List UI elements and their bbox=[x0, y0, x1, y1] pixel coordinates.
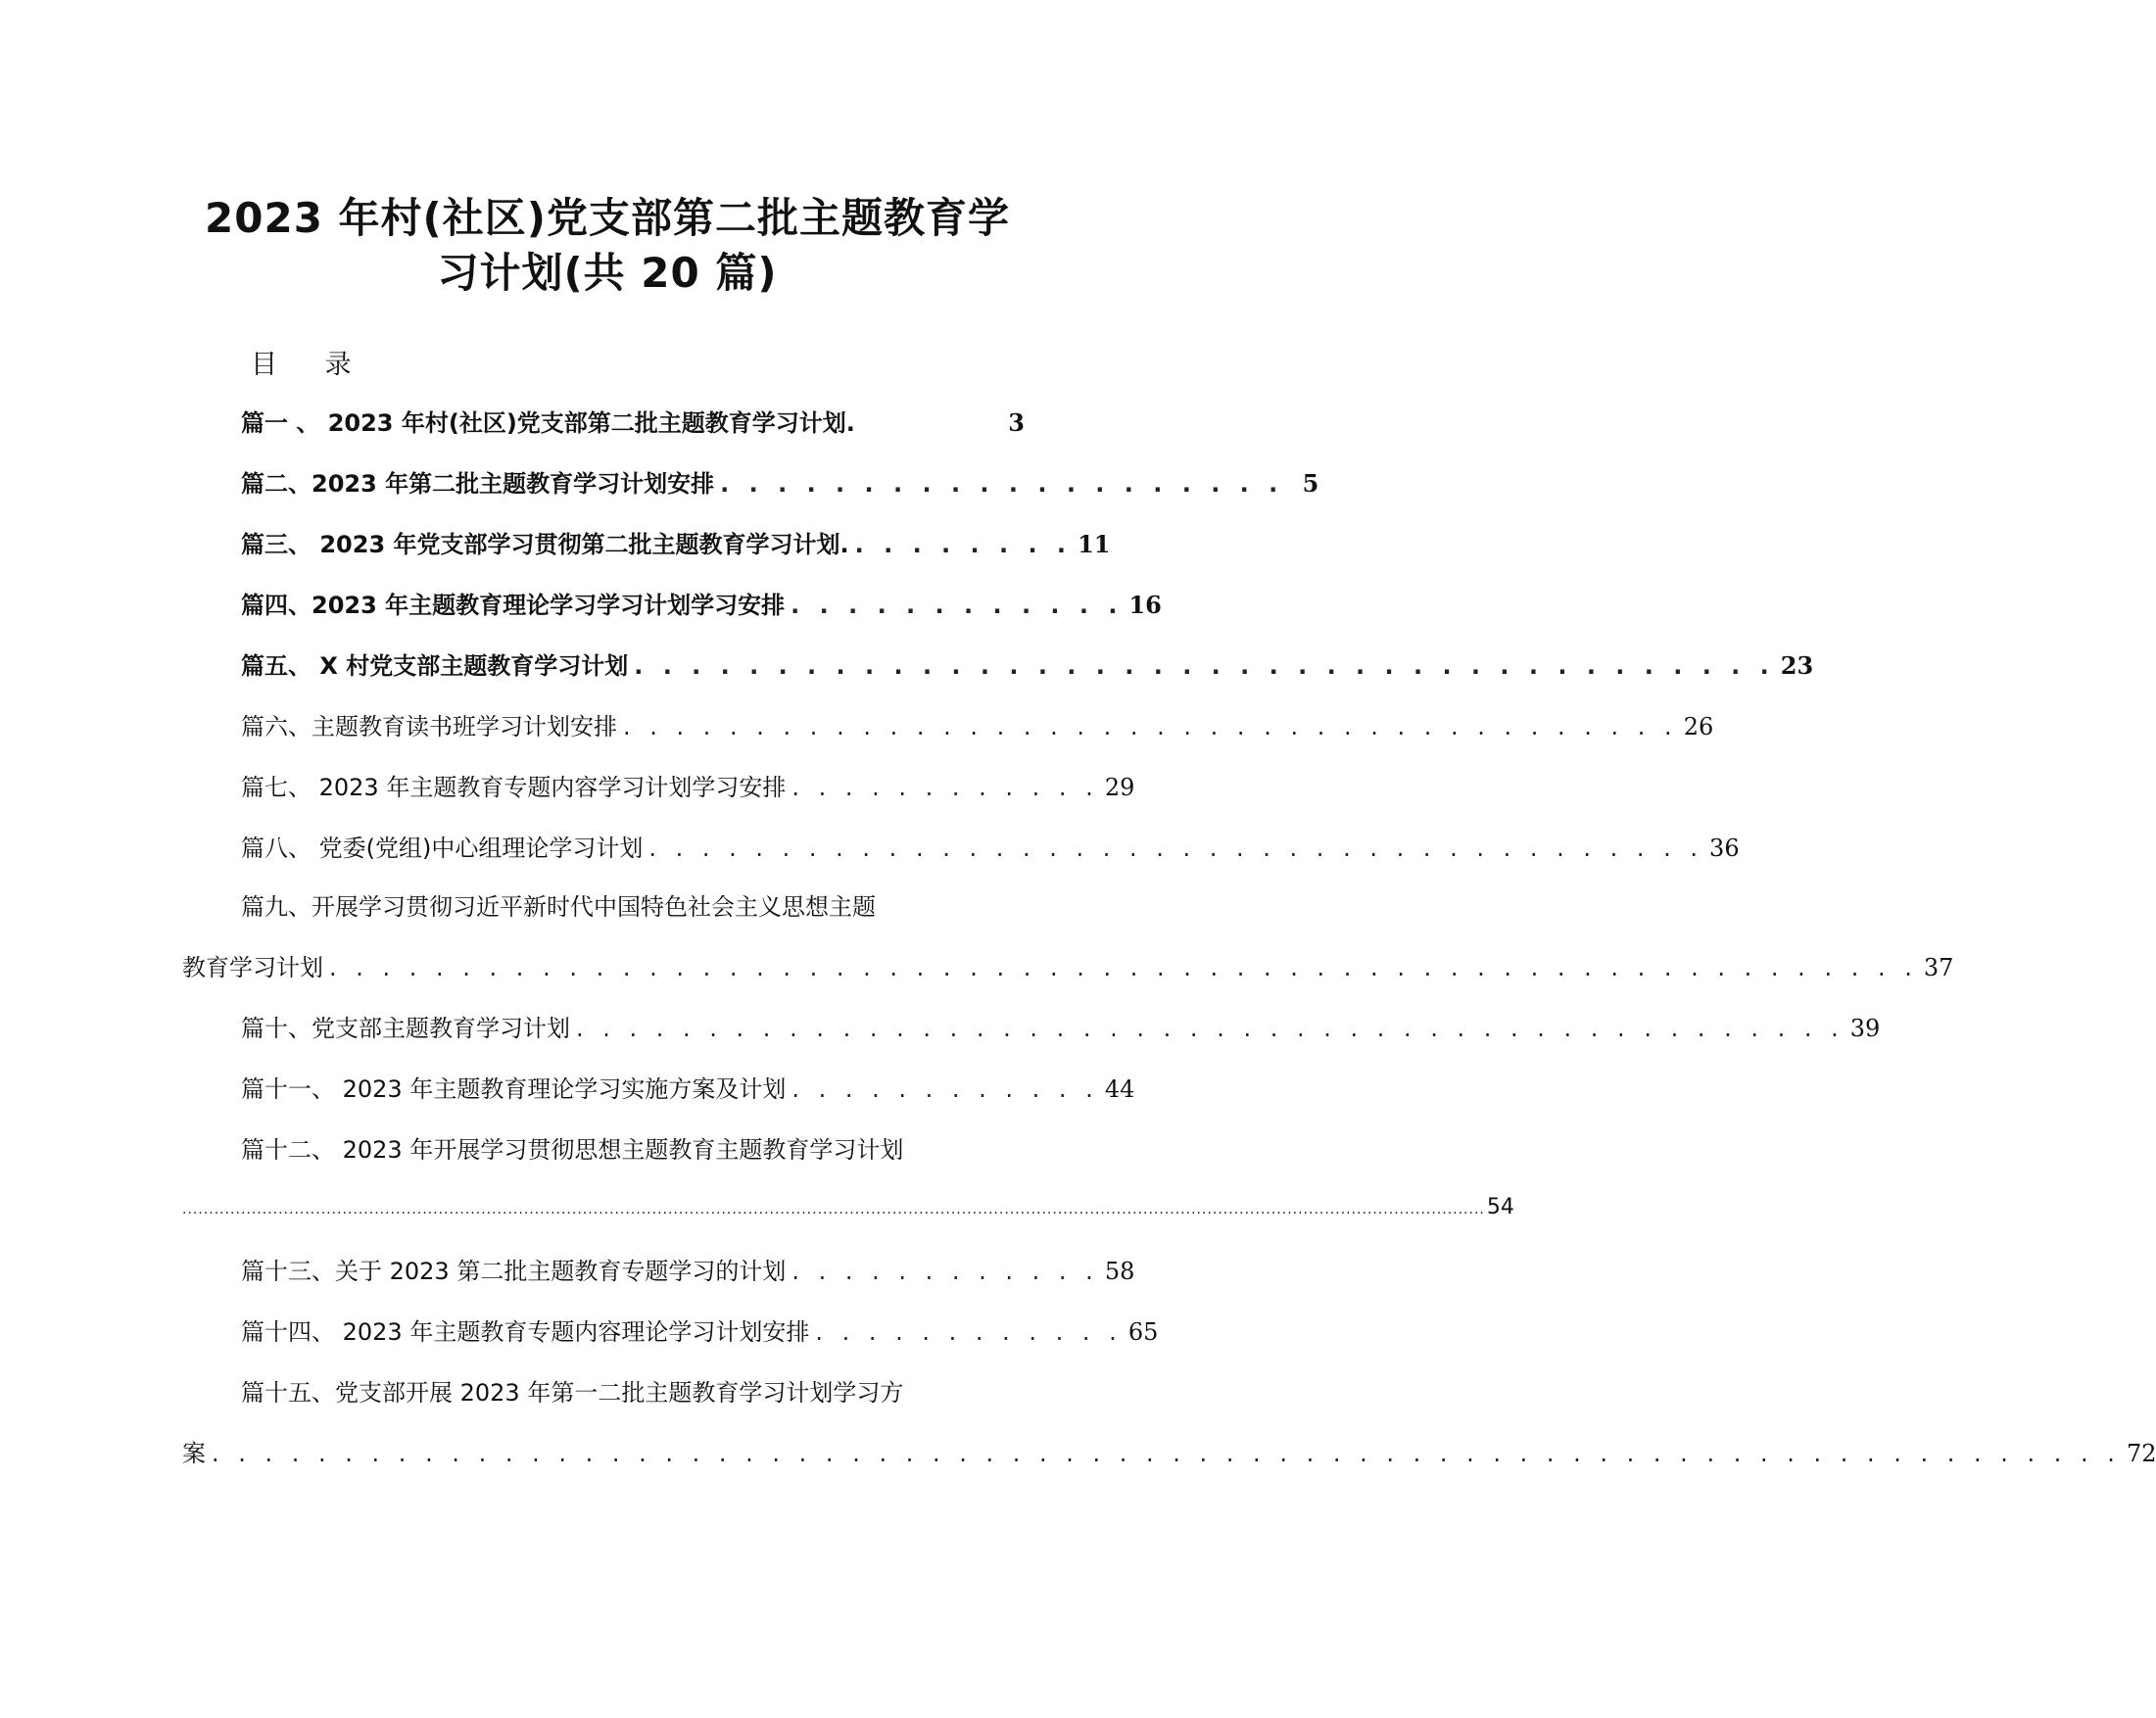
toc-entry-page: 37 bbox=[1923, 954, 1954, 981]
toc-entry-1[interactable] bbox=[241, 404, 1025, 443]
toc-entry-page: 65 bbox=[1127, 1318, 1159, 1346]
toc-entry-page: 16 bbox=[1128, 591, 1162, 619]
toc-leader-dots: . . . . . . . . . . . . bbox=[815, 1318, 1123, 1346]
toc-leader-dots: . . . . . . . . . . . . . . . . . . . . . . . . . . . . . . . . . . . . . . . . . . . . . . . . . . . . . . . . . . . . . . . . . . . . . . . . bbox=[212, 1440, 2121, 1467]
document-title-line-1: 2023 年村(社区)党支部第二批主题教育学 bbox=[205, 194, 1010, 242]
toc-leader-dots: . . . . . . . . . . . . bbox=[791, 592, 1124, 619]
toc-entry-10[interactable] bbox=[241, 1009, 1881, 1048]
toc-entry-label: 篇六、主题教育读书班学习计划安排 bbox=[241, 713, 617, 740]
toc-entry-label: 篇十、党支部主题教育学习计划 bbox=[241, 1015, 570, 1042]
toc-entry-label: 篇十三、关于 2023 第二批主题教育专题学习的计划 bbox=[241, 1258, 787, 1285]
toc-entry-page: 54 bbox=[1486, 1195, 1514, 1219]
document-title-line-2: 习计划(共 20 篇) bbox=[437, 249, 778, 297]
toc-leader-dots: . . . . . . . . bbox=[854, 531, 1073, 558]
toc-heading: 目 录 bbox=[251, 350, 371, 380]
toc-entry-page: 26 bbox=[1683, 713, 1714, 740]
toc-entry-5[interactable] bbox=[241, 646, 1814, 686]
toc-entry-label: 篇五、 X 村党支部主题教育学习计划 bbox=[241, 652, 629, 680]
toc-entry-6[interactable] bbox=[241, 707, 1714, 746]
toc-entry-15[interactable] bbox=[182, 1434, 2156, 1473]
toc-entry-13[interactable] bbox=[241, 1252, 1135, 1291]
toc-entry-page: 58 bbox=[1104, 1258, 1135, 1285]
toc-entry-label: 篇一 、 2023 年村(社区)党支部第二批主题教育学习计划. bbox=[241, 409, 855, 437]
toc-entry-11[interactable] bbox=[241, 1070, 1135, 1109]
toc-entry-8[interactable] bbox=[241, 829, 1740, 868]
toc-leader-dots: . . . . . . . . . . . . . . . . . . . . . . . . . . . . . . . . . . . . . . . . bbox=[634, 652, 1775, 680]
toc-entry-page: 36 bbox=[1709, 835, 1740, 862]
toc-leader-dots: .................................................................................................................................................................................................................................................... bbox=[182, 1202, 1485, 1217]
toc-entry-page: 11 bbox=[1078, 530, 1111, 558]
toc-entry-label: 篇三、 2023 年党支部学习贯彻第二批主题教育学习计划. bbox=[241, 531, 849, 558]
toc-leader-dots: . . . . . . . . . . . . bbox=[791, 1075, 1099, 1103]
toc-leader-dots: . . . . . . . . . . . . bbox=[791, 1258, 1099, 1285]
toc-entry-3[interactable] bbox=[241, 525, 1111, 564]
toc-leader-dots: . . . . . . . . . . . . . . . . . . . . . . . . . . . . . . . . . . . . . . . . bbox=[623, 713, 1678, 740]
toc-entry-label: 篇七、 2023 年主题教育专题内容学习计划学习安排 bbox=[241, 774, 787, 801]
toc-leader-dots: . . . . . . . . . . . . . . . . . . . . bbox=[720, 470, 1284, 498]
toc-entry-15-line-1[interactable]: 篇十五、党支部开展 2023 年第一二批主题教育学习计划学习方 bbox=[241, 1379, 904, 1407]
toc-leader-dots: . . . . . . . . . . . . . . . . . . . . . . . . . . . . . . . . . . . . . . . . . . . . . . . . bbox=[576, 1015, 1845, 1042]
toc-entry-2[interactable] bbox=[241, 464, 1319, 503]
toc-entry-12-line-1[interactable]: 篇十二、 2023 年开展学习贯彻思想主题教育主题教育学习计划 bbox=[241, 1136, 904, 1164]
toc-entry-label: 案 bbox=[182, 1440, 206, 1467]
toc-entry-14[interactable] bbox=[241, 1312, 1159, 1352]
toc-entry-label: 篇十四、 2023 年主题教育专题内容理论学习计划安排 bbox=[241, 1318, 810, 1346]
toc-entry-page: 72 bbox=[2126, 1440, 2156, 1467]
toc-entry-9[interactable] bbox=[182, 948, 1954, 987]
toc-entry-label: 教育学习计划 bbox=[182, 954, 323, 981]
toc-entry-12[interactable] bbox=[182, 1195, 1514, 1234]
toc-entry-label: 篇十一、 2023 年主题教育理论学习实施方案及计划 bbox=[241, 1075, 787, 1103]
toc-leader-dots: . . . . . . . . . . . . bbox=[791, 774, 1099, 801]
toc-entry-9-line-1[interactable]: 篇九、开展学习贯彻习近平新时代中国特色社会主义思想主题 bbox=[241, 893, 876, 921]
toc-entry-page: 44 bbox=[1104, 1075, 1135, 1103]
toc-leader-dots: . . . . . . . . . . . . . . . . . . . . . . . . . . . . . . . . . . . . . . . . . . . . . . . . . . . . . . . . . . . . bbox=[329, 954, 1918, 981]
toc-entry-page: 29 bbox=[1104, 774, 1135, 801]
toc-leader-dots: . . . . . . . . . . . . . . . . . . . . . . . . . . . . . . . . . . . . . . . . bbox=[648, 835, 1704, 862]
toc-entry-page: 39 bbox=[1849, 1015, 1881, 1042]
toc-entry-label: 篇四、2023 年主题教育理论学习学习计划学习安排 bbox=[241, 592, 786, 619]
toc-entry-4[interactable] bbox=[241, 586, 1162, 625]
toc-entry-page: 23 bbox=[1780, 651, 1814, 680]
toc-entry-page: 3 bbox=[1008, 408, 1025, 437]
toc-entry-page: 5 bbox=[1302, 469, 1319, 498]
toc-entry-7[interactable] bbox=[241, 768, 1135, 807]
toc-entry-label: 篇八、 党委(党组)中心组理论学习计划 bbox=[241, 835, 644, 862]
toc-entry-label: 篇二、2023 年第二批主题教育学习计划安排 bbox=[241, 470, 715, 498]
